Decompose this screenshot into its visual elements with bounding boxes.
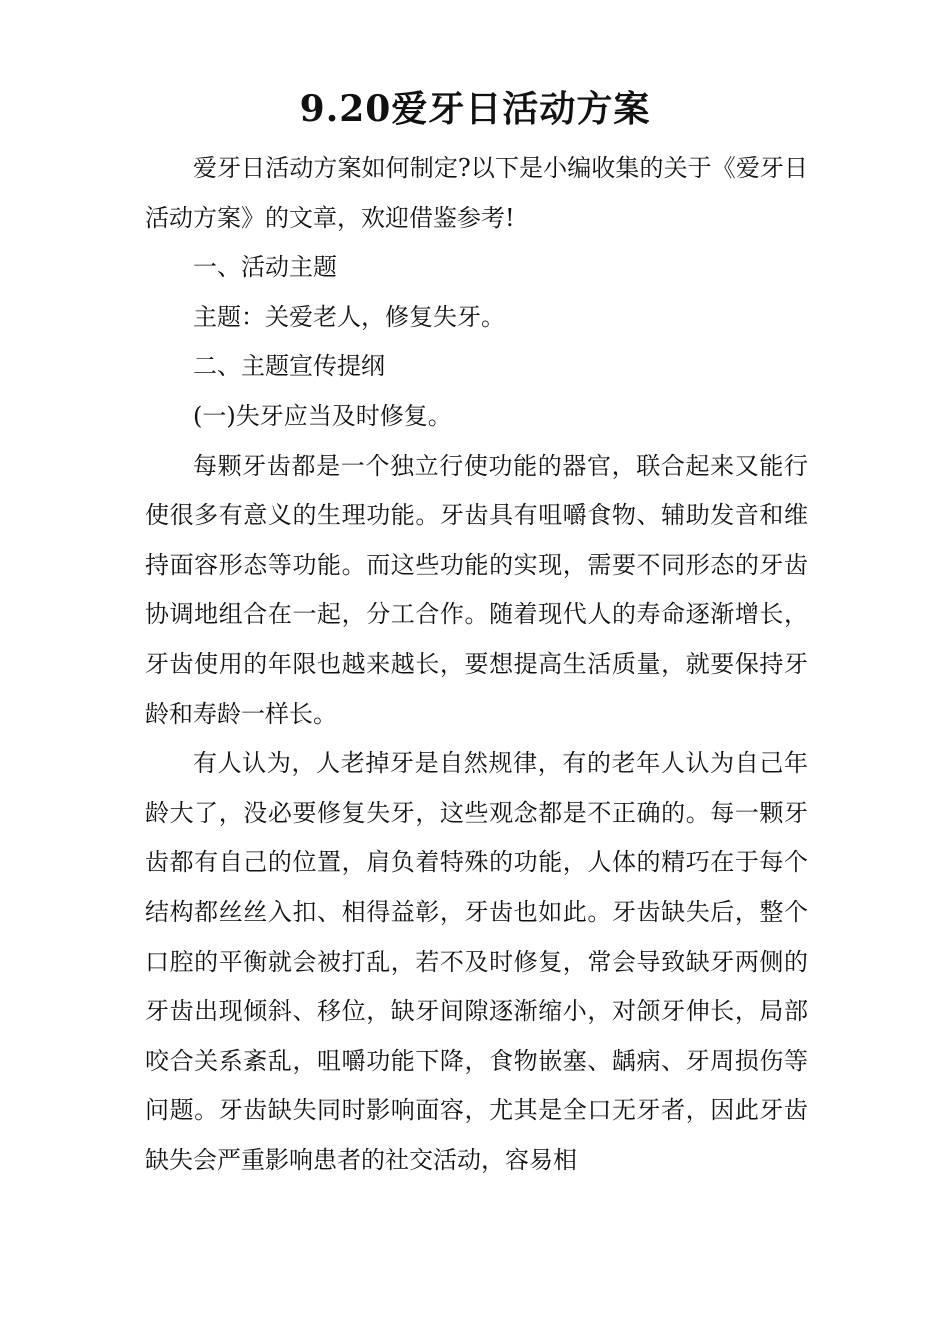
subsection-heading: (一)失牙应当及时修复。	[193, 401, 452, 430]
document-title: 9.20爱牙日活动方案	[299, 88, 651, 130]
body-paragraph: 有人认为，人老掉牙是自然规律，有的老年人认为自己年龄大了，没必要修复失牙，这些观念都是不正确的。每一颗牙齿都有自己的位置，肩负着特殊的功能，人体的精巧在于每个结构都丝丝入扣、相得益彰，牙齿也如此。牙齿缺失后，整个口腔的平衡就会被打乱，若不及时修复，常会导致缺牙两侧的牙齿出现倾斜、移位，缺牙间隙逐渐缩小，对颌牙伸长，局部咬合关系紊乱，咀嚼功能下降，食物嵌塞、龋病、牙周损伤等问题。牙齿缺失同时影响面容，尤其是全口无牙者，因此牙齿缺失会严重影响患者的社交活动，容易相	[145, 749, 808, 1174]
document-body	[145, 144, 808, 1185]
theme-paragraph: 主题：关爱老人，修复失牙。	[193, 302, 505, 331]
body-paragraph: 每颗牙齿都是一个独立行使功能的器官，联合起来又能行使很多有意义的生理功能。牙齿具有咀嚼食物、辅助发音和维持面容形态等功能。而这些功能的实现，需要不同形态的牙齿协调地组合在一起，分工合作。随着现代人的寿命逐渐增长，牙齿使用的年限也越来越长，要想提高生活质量，就要保持牙龄和寿龄一样长。	[145, 451, 808, 728]
intro-paragraph: 爱牙日活动方案如何制定?以下是小编收集的关于《爱牙日活动方案》的文章，欢迎借鉴参考!	[145, 154, 808, 232]
section-heading-outline: 二、主题宣传提纲	[193, 352, 385, 381]
section-heading-theme: 一、活动主题	[193, 253, 337, 282]
